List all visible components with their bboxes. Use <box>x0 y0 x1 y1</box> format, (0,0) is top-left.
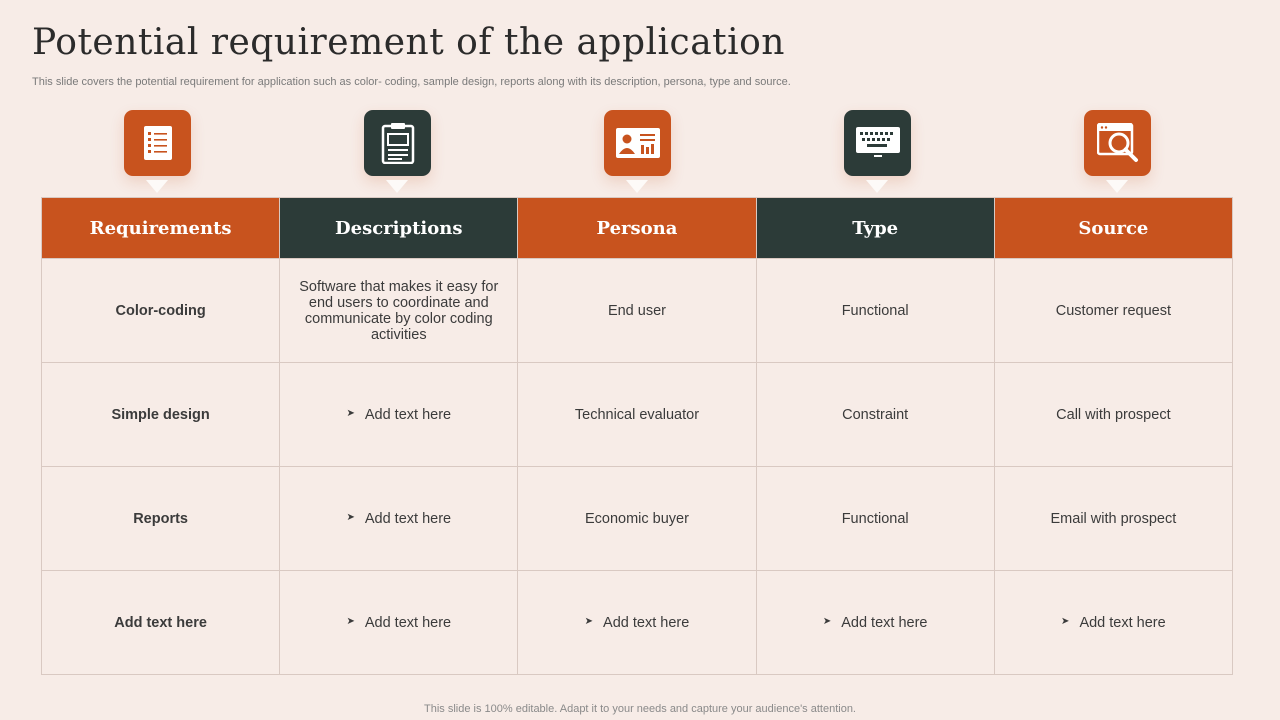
bullet-icon: ➤ <box>1061 616 1070 628</box>
description-cell <box>280 363 518 467</box>
header-source: Source <box>994 198 1232 259</box>
page-title: Potential requirement of the application <box>32 22 785 63</box>
table-row <box>42 467 1233 571</box>
description-cell: Software that makes it easy for end users to coordinate and communicate by color coding activities <box>280 259 518 363</box>
header-descriptions: Descriptions <box>280 198 518 259</box>
checklist-icon <box>124 110 191 176</box>
type-cell: Constraint <box>756 363 994 467</box>
persona-cell <box>518 571 756 675</box>
bullet-icon: ➤ <box>346 408 355 420</box>
persona-cell: Technical evaluator <box>518 363 756 467</box>
table-row <box>42 363 1233 467</box>
icon-pointer <box>146 180 168 193</box>
source-cell <box>994 571 1232 675</box>
icon-pointer <box>626 180 648 193</box>
description-text: Add text here <box>364 614 452 631</box>
description-cell <box>280 571 518 675</box>
requirement-cell: Color-coding <box>42 259 280 363</box>
bullet-icon: ➤ <box>822 616 832 628</box>
header-type: Type <box>756 198 994 259</box>
source-text: Add text here <box>1079 614 1166 631</box>
persona-cell: Economic buyer <box>518 467 756 571</box>
icon-pointer <box>386 180 408 193</box>
table-header-row <box>42 198 1233 259</box>
type-cell: Functional <box>756 259 994 363</box>
persona-text: Add text here <box>603 614 690 631</box>
description-text: Add text here <box>364 510 452 527</box>
keyboard-icon <box>844 110 911 176</box>
requirements-table <box>41 197 1233 675</box>
source-cell: Email with prospect <box>994 467 1232 571</box>
requirement-cell: Reports <box>42 467 280 571</box>
description-text: Add text here <box>364 406 452 423</box>
type-cell <box>756 571 994 675</box>
bullet-icon: ➤ <box>346 616 355 628</box>
page-subtitle: This slide covers the potential requirement for application such as color- coding, sample design, reports along with its description, persona, type and source. <box>32 76 791 88</box>
icon-pointer <box>1106 180 1128 193</box>
web-search-icon <box>1084 110 1151 176</box>
table-row <box>42 571 1233 675</box>
icon-pointer <box>866 180 888 193</box>
header-persona: Persona <box>518 198 756 259</box>
table-row <box>42 259 1233 363</box>
requirement-cell: Add text here <box>42 571 280 675</box>
source-cell: Customer request <box>994 259 1232 363</box>
bullet-icon: ➤ <box>346 512 355 524</box>
type-cell: Functional <box>756 467 994 571</box>
persona-cell: End user <box>518 259 756 363</box>
id-card-icon <box>604 110 671 176</box>
description-cell <box>280 467 518 571</box>
footer-note: This slide is 100% editable. Adapt it to your needs and capture your audience's attention. <box>424 703 856 715</box>
bullet-icon: ➤ <box>584 616 594 628</box>
header-requirements: Requirements <box>42 198 280 259</box>
type-text: Add text here <box>841 614 928 631</box>
requirement-cell: Simple design <box>42 363 280 467</box>
source-cell: Call with prospect <box>994 363 1232 467</box>
clipboard-icon <box>364 110 431 176</box>
